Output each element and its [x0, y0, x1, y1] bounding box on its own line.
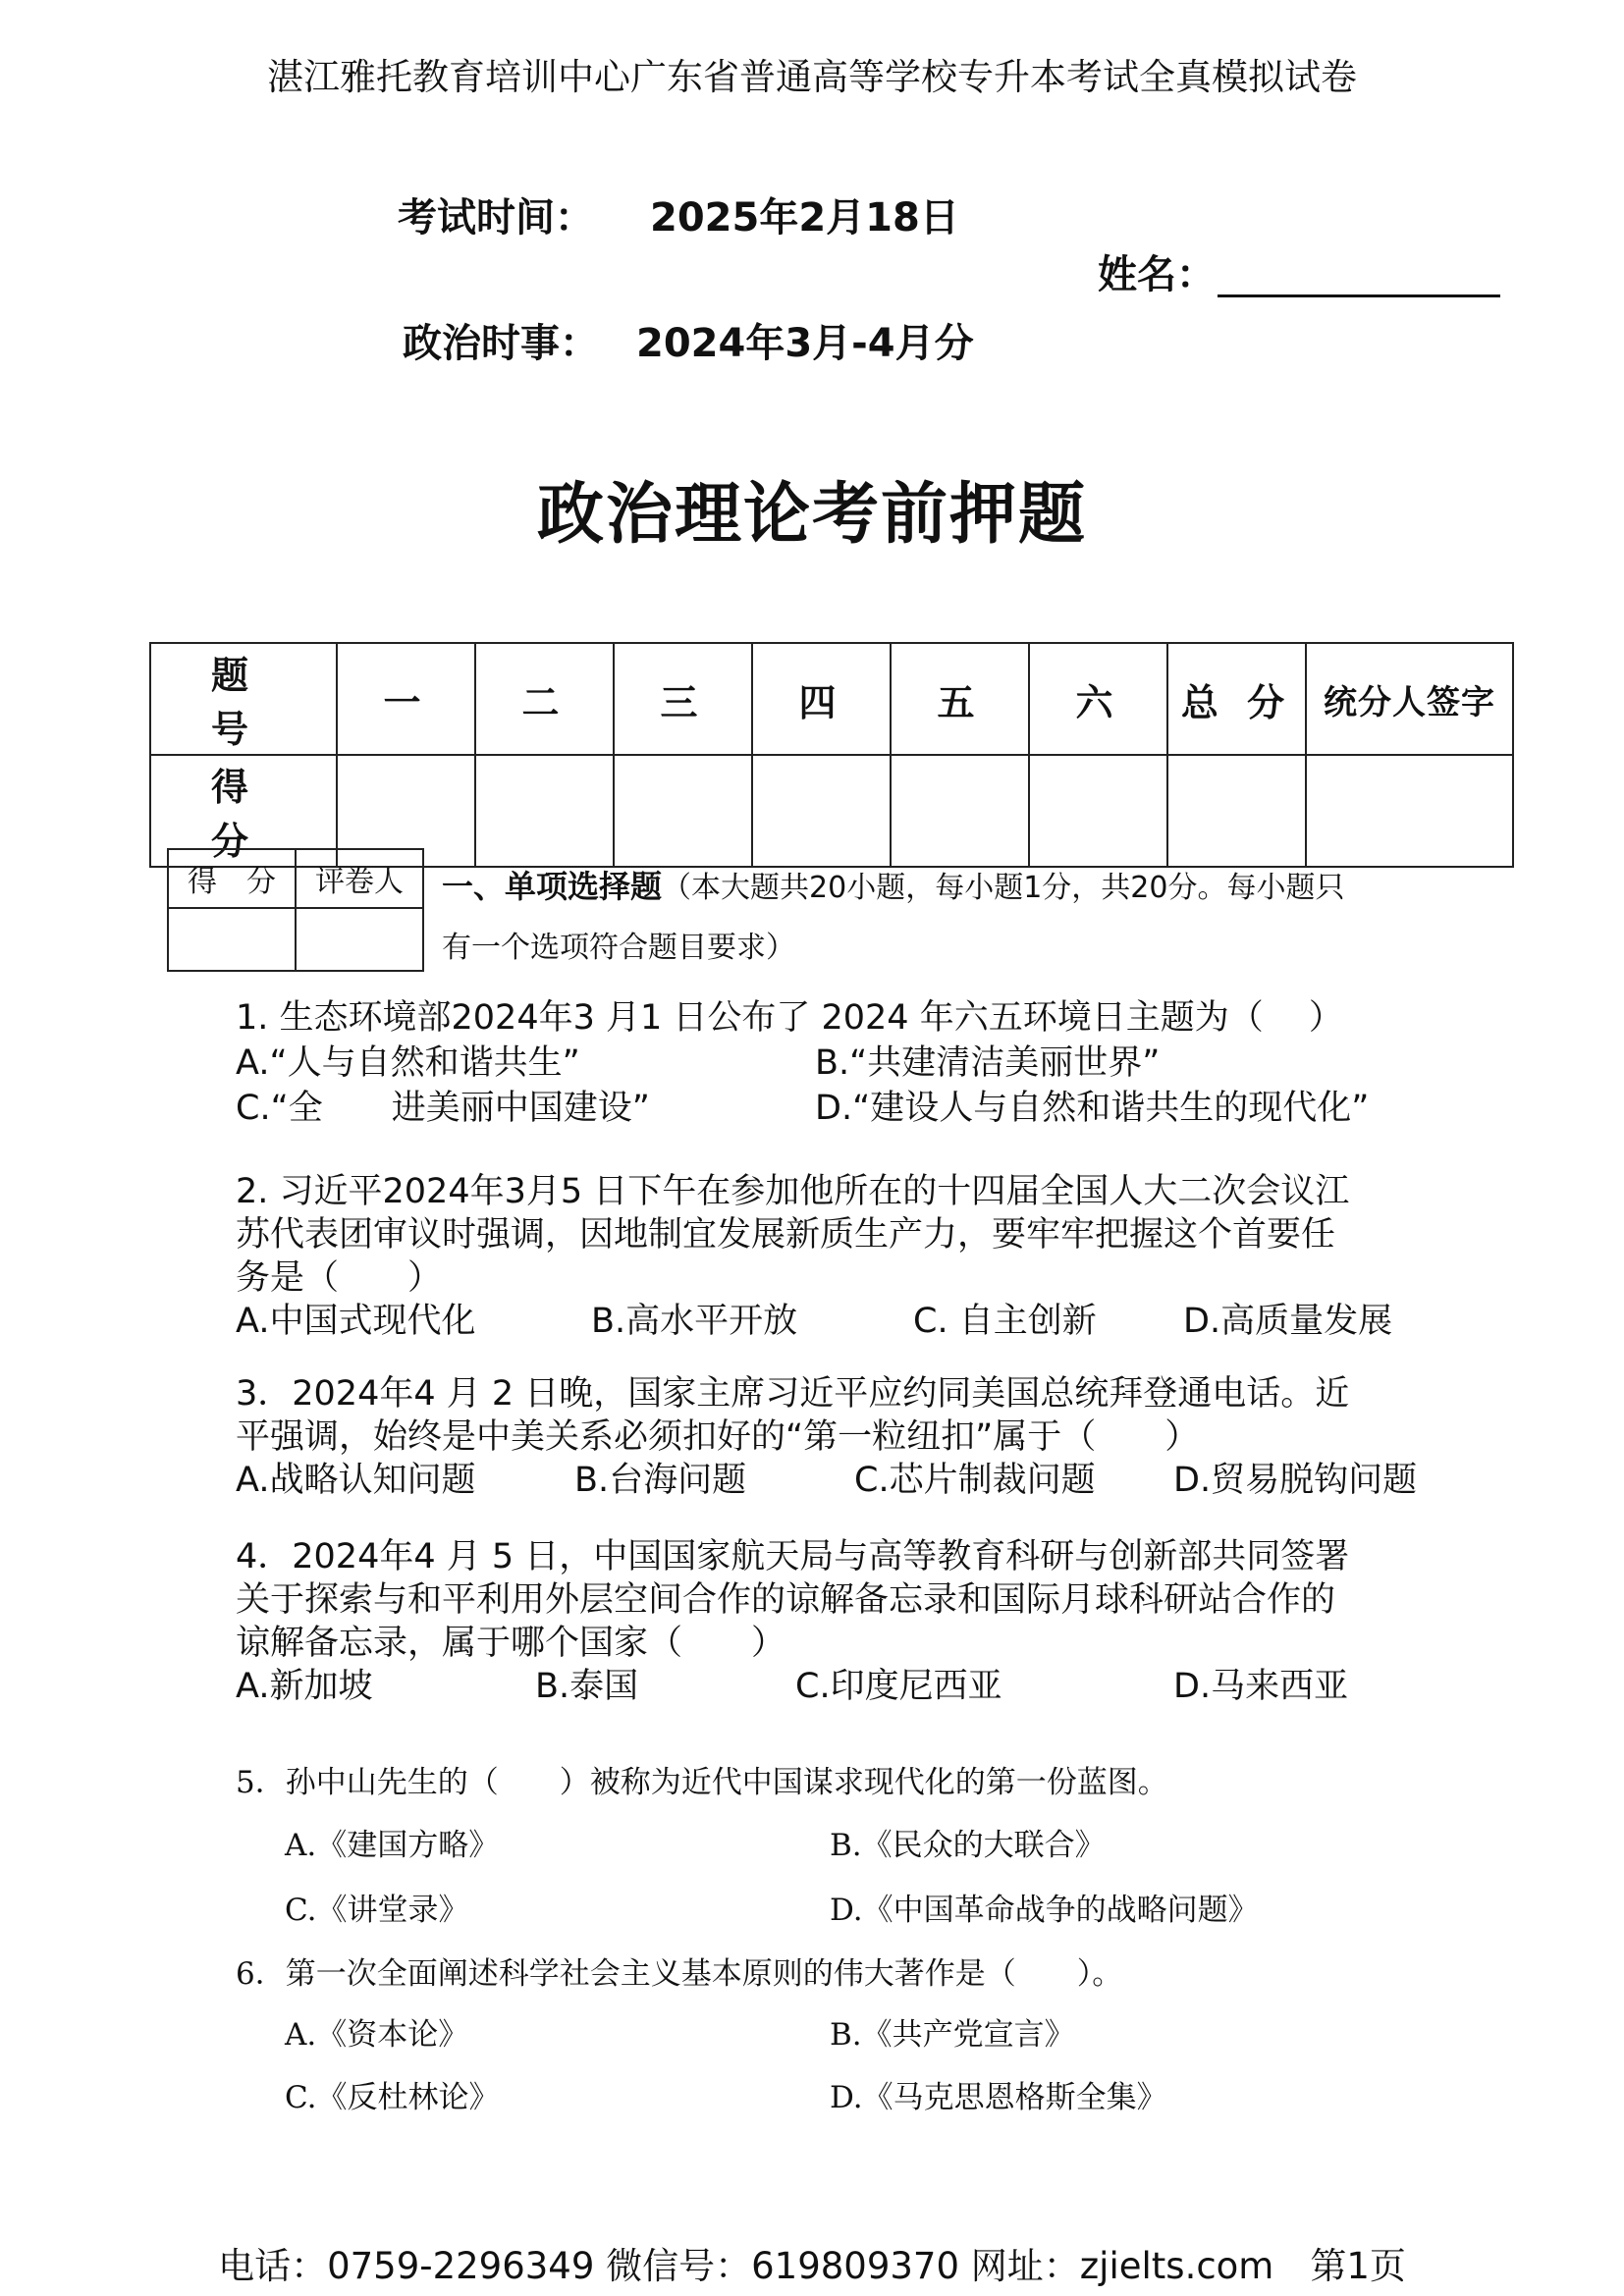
exam-time-value: 2025年2月18日 [650, 195, 959, 240]
question-5-option-b[interactable]: B.《民众的大联合》 [830, 1828, 1106, 1863]
question-6-option-c[interactable]: C.《反杜林论》 [285, 2080, 500, 2115]
question-5-option-c[interactable]: C.《讲堂录》 [285, 1893, 469, 1928]
question-4-option-b[interactable]: B.泰国 [535, 1667, 639, 1706]
page-footer: 电话：0759-2296349 微信号：619809370 网址：zjielts.com 第1页 [218, 2245, 1406, 2287]
question-1-option-a[interactable]: A.“人与自然和谐共生” [236, 1043, 580, 1083]
grader-score-input[interactable] [168, 908, 296, 971]
score-cell-1: 一 [337, 643, 475, 755]
question-3-stem-1: 3．2024年4 月 2 日晚，国家主席习近平应约同美国总统拜登通电话。近 [236, 1374, 1350, 1414]
score-cell-3: 三 [614, 643, 752, 755]
score-cell-4: 四 [752, 643, 891, 755]
score-input-signature[interactable] [1306, 755, 1513, 867]
score-input-4[interactable] [752, 755, 891, 867]
question-2 [236, 1170, 1393, 1345]
current-affairs-label: 政治时事： [403, 321, 599, 366]
score-cell-total: 总 分 [1167, 643, 1306, 755]
question-3-option-b[interactable]: B.台海问题 [574, 1461, 747, 1500]
question-6-option-a[interactable]: A.《资本论》 [285, 2017, 469, 2053]
question-3-option-d[interactable]: D.贸易脱钩问题 [1173, 1461, 1418, 1500]
question-4 [236, 1535, 1349, 1710]
score-input-total[interactable] [1167, 755, 1306, 867]
score-cell-6: 六 [1029, 643, 1167, 755]
score-table-header-row [150, 643, 1513, 755]
section-title: 一、单项选择题 [442, 868, 663, 905]
question-1-stem: 1. 生态环境部2024年3 月1 日公布了 2024 年六五环境日主题为（ ） [236, 998, 1343, 1038]
question-2-option-b[interactable]: B.高水平开放 [591, 1302, 798, 1341]
question-2-stem-1: 2. 习近平2024年3月5 日下午在参加他所在的十四届全国人大二次会议江 [236, 1172, 1350, 1211]
score-row-label: 得 分 [150, 755, 337, 867]
score-cell-label: 题 号 [150, 643, 337, 755]
section-note-1: （本大题共20小题，每小题1分，共20分。每小题只 [662, 871, 1345, 905]
question-6-stem: 6．第一次全面阐述科学社会主义基本原则的伟大著作是（ ）。 [236, 1956, 1123, 1992]
question-1-option-b[interactable]: B.“共建清洁美丽世界” [815, 1043, 1161, 1083]
score-input-5[interactable] [891, 755, 1029, 867]
question-1 [236, 995, 1370, 1131]
section-note-2: 有一个选项符合题目要求） [442, 931, 795, 965]
question-5-option-d[interactable]: D.《中国革命战争的战略问题》 [830, 1893, 1259, 1928]
question-2-option-c[interactable]: C. 自主创新 [913, 1302, 1097, 1341]
page-title: 政治理论考前押题 [536, 476, 1087, 554]
question-3-option-a[interactable]: A.战略认知问题 [236, 1461, 476, 1500]
name-blank[interactable] [1218, 294, 1500, 297]
question-4-option-c[interactable]: C.印度尼西亚 [795, 1667, 1002, 1706]
grader-name-label: 评卷人 [296, 849, 423, 908]
name-label: 姓名： [1098, 252, 1216, 297]
question-4-option-a[interactable]: A.新加坡 [236, 1667, 373, 1706]
score-input-2[interactable] [475, 755, 614, 867]
score-input-6[interactable] [1029, 755, 1167, 867]
question-3-stem-2: 平强调，始终是中美关系必须扣好的“第一粒纽扣”属于（ ） [236, 1417, 1200, 1457]
question-3-option-c[interactable]: C.芯片制裁问题 [854, 1461, 1096, 1500]
score-cell-2: 二 [475, 643, 614, 755]
question-6 [236, 1949, 1512, 2135]
question-1-option-d[interactable]: D.“建设人与自然和谐共生的现代化” [815, 1089, 1370, 1128]
question-2-stem-3: 务是（ ） [236, 1258, 443, 1298]
current-affairs-value: 2024年3月-4月分 [636, 321, 974, 366]
question-4-stem-2: 关于探索与和平利用外层空间合作的谅解备忘录和国际月球科研站合作的 [236, 1580, 1336, 1620]
score-table [149, 642, 1514, 868]
section-heading [442, 862, 1344, 907]
page-header: 湛江雅托教育培训中心广东省普通高等学校专升本考试全真模拟试卷 [267, 56, 1357, 98]
question-4-stem-1: 4．2024年4 月 5 日，中国国家航天局与高等教育科研与创新部共同签署 [236, 1537, 1350, 1576]
question-1-option-c[interactable]: C.“全 进美丽中国建设” [236, 1089, 650, 1128]
grader-table [167, 848, 424, 972]
question-5-option-a[interactable]: A.《建国方略》 [285, 1828, 500, 1863]
question-6-option-b[interactable]: B.《共产党宣言》 [830, 2017, 1075, 2053]
question-2-stem-2: 苏代表团审议时强调，因地制宜发展新质生产力，要牢牢把握这个首要任 [236, 1215, 1336, 1255]
question-5 [236, 1757, 1512, 1934]
question-5-stem: 5．孙中山先生的（ ）被称为近代中国谋求现代化的第一份蓝图。 [236, 1765, 1168, 1800]
question-3 [236, 1372, 1418, 1504]
question-4-option-d[interactable]: D.马来西亚 [1173, 1667, 1349, 1706]
score-input-3[interactable] [614, 755, 752, 867]
grader-name-input[interactable] [296, 908, 423, 971]
exam-time-label: 考试时间： [398, 195, 594, 240]
question-4-stem-3: 谅解备忘录，属于哪个国家（ ） [236, 1624, 786, 1663]
question-2-option-d[interactable]: D.高质量发展 [1183, 1302, 1393, 1341]
question-6-option-d[interactable]: D.《马克思恩格斯全集》 [830, 2080, 1167, 2115]
score-cell-5: 五 [891, 643, 1029, 755]
grader-score-label: 得 分 [168, 849, 296, 908]
score-cell-signature: 统分人签字 [1306, 643, 1513, 755]
question-2-option-a[interactable]: A.中国式现代化 [236, 1302, 476, 1341]
